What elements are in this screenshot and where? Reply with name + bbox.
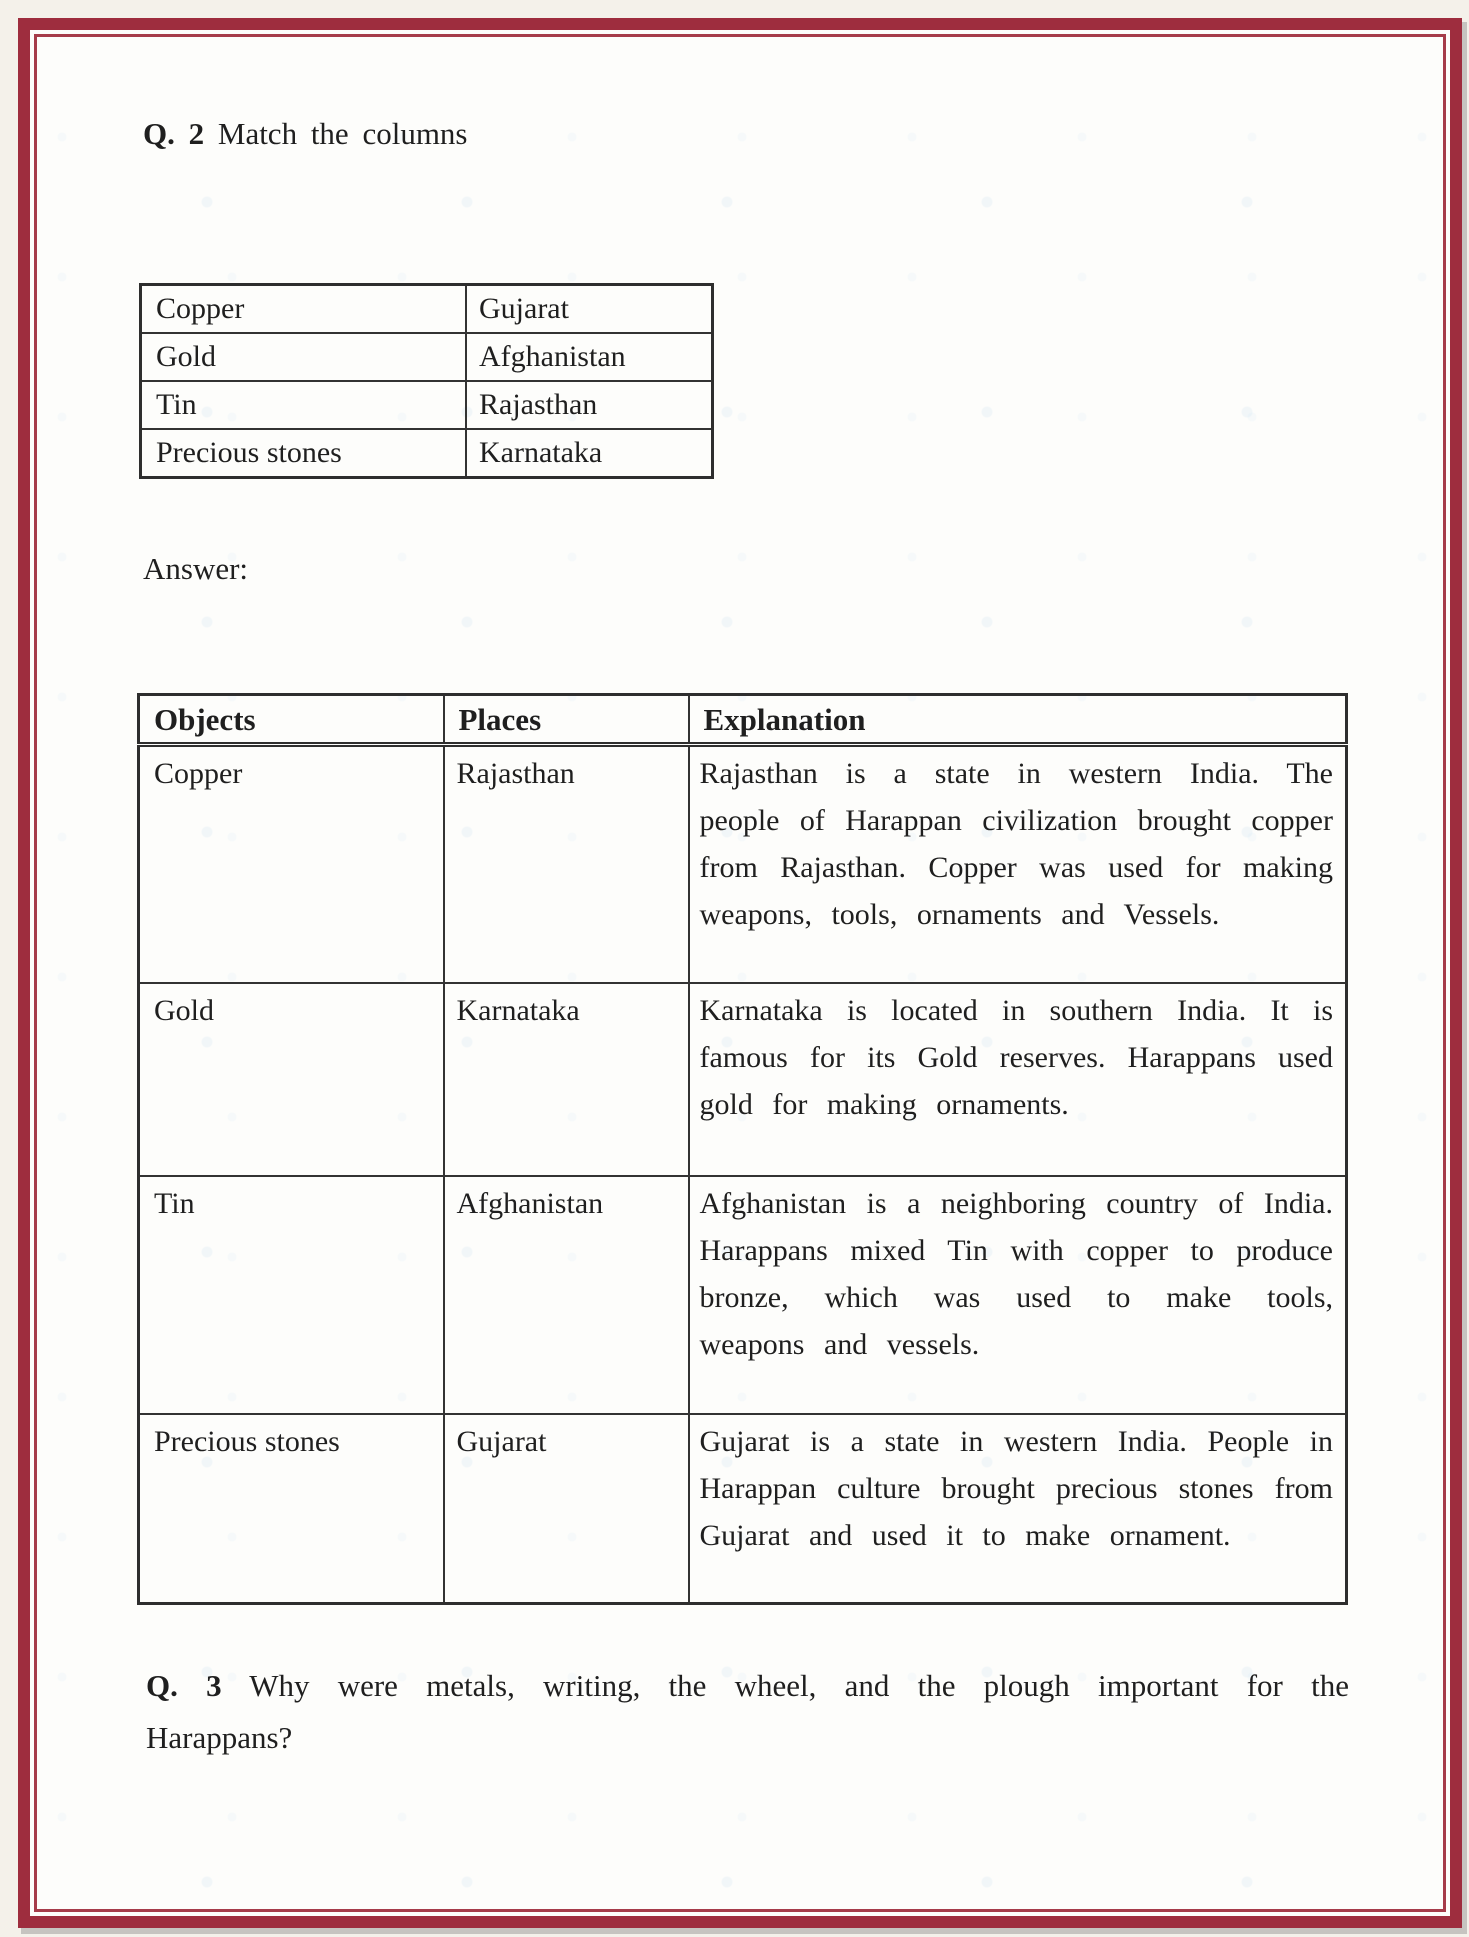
place-cell: Rajasthan bbox=[444, 745, 689, 984]
match-object-cell: Copper bbox=[141, 285, 467, 334]
table-row bbox=[139, 1176, 1347, 1414]
answer-label: Answer: bbox=[143, 551, 249, 586]
table-row bbox=[139, 745, 1347, 984]
match-object-cell: Gold bbox=[141, 333, 467, 381]
question-3-number: Q. 3 bbox=[146, 1668, 222, 1703]
explanation-cell: Rajasthan is a state in western India. The people of Harappan civilization brought copper from Rajasthan. Copper was used for making weapons, tools, ornaments and Vessels. bbox=[689, 745, 1347, 984]
place-cell: Karnataka bbox=[444, 983, 689, 1176]
explanation-cell: Karnataka is located in southern India. It is famous for its Gold reserves. Harappans used gold for making ornaments. bbox=[689, 983, 1347, 1176]
answer-table bbox=[137, 693, 1348, 1605]
table-row bbox=[141, 381, 713, 429]
table-row bbox=[141, 429, 713, 478]
match-place-cell: Rajasthan bbox=[466, 381, 713, 429]
question-2-title bbox=[143, 116, 468, 152]
table-header-row bbox=[139, 695, 1347, 745]
object-cell: Tin bbox=[139, 1176, 444, 1414]
match-object-cell: Precious stones bbox=[141, 429, 467, 478]
question-3-title bbox=[146, 1660, 1349, 1764]
match-place-cell: Afghanistan bbox=[466, 333, 713, 381]
header-places: Places bbox=[444, 695, 689, 745]
object-cell: Copper bbox=[139, 745, 444, 984]
question-2-number: Q. 2 bbox=[143, 116, 205, 151]
header-explanation: Explanation bbox=[689, 695, 1347, 745]
match-place-cell: Gujarat bbox=[466, 285, 713, 334]
match-place-cell: Karnataka bbox=[466, 429, 713, 478]
object-cell: Precious stones bbox=[139, 1414, 444, 1604]
header-objects: Objects bbox=[139, 695, 444, 745]
table-row bbox=[139, 983, 1347, 1176]
explanation-cell: Gujarat is a state in western India. People in Harappan culture brought precious stones from Gujarat and used it to make ornament. bbox=[689, 1414, 1347, 1604]
place-cell: Afghanistan bbox=[444, 1176, 689, 1414]
object-cell: Gold bbox=[139, 983, 444, 1176]
match-columns-table bbox=[139, 283, 714, 479]
match-object-cell: Tin bbox=[141, 381, 467, 429]
explanation-cell: Afghanistan is a neighboring country of India. Harappans mixed Tin with copper to produce bronze, which was used to make tools, weapons and vessels. bbox=[689, 1176, 1347, 1414]
question-2-text: Match the columns bbox=[217, 116, 468, 151]
table-row bbox=[141, 285, 713, 334]
table-row bbox=[139, 1414, 1347, 1604]
table-row bbox=[141, 333, 713, 381]
place-cell: Gujarat bbox=[444, 1414, 689, 1604]
question-3-text: Why were metals, writing, the wheel, and the plough important for the Harappans? bbox=[146, 1668, 1349, 1755]
